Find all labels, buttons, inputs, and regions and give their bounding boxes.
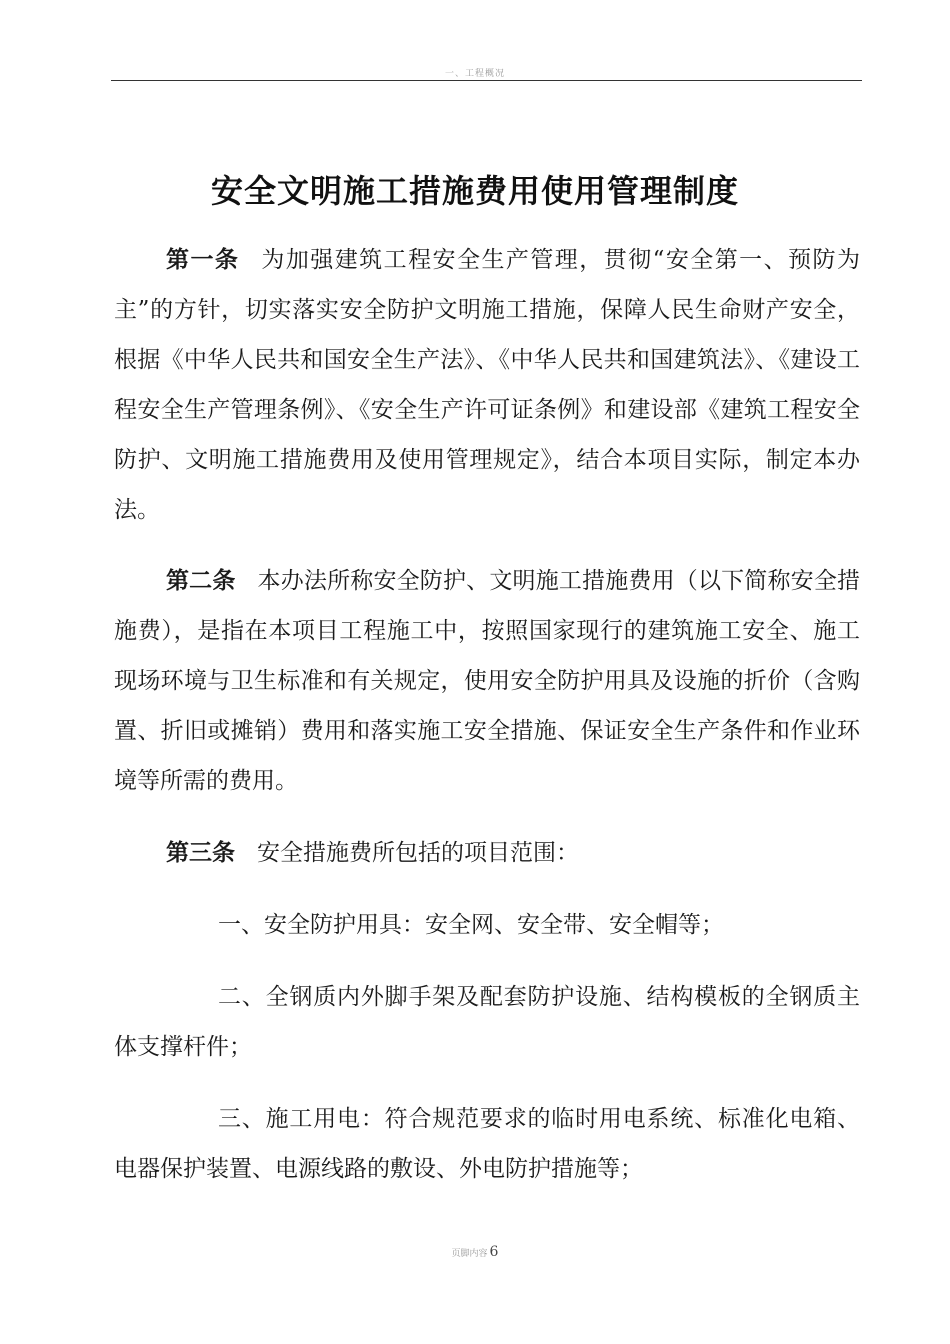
article-text: 安全措施费所包括的项目范围： — [257, 840, 579, 866]
list-item: 三、施工用电：符合规范要求的临时用电系统、标准化电箱、电器保护装置、电源线路的敷设、外电防护措施等； — [114, 1106, 860, 1182]
article-label: 第三条 — [166, 839, 235, 866]
article-label: 第二条 — [166, 567, 236, 594]
footer-label: 页脚内容 — [451, 1249, 488, 1259]
article-3 — [114, 828, 860, 878]
article-1 — [114, 235, 860, 535]
article-label: 第一条 — [166, 246, 240, 273]
list-item: 一、安全防护用具：安全网、安全带、安全帽等； — [218, 912, 724, 938]
list-item: 二、全钢质内外脚手架及配套防护设施、结构模板的全钢质主体支撑杆件； — [114, 984, 860, 1060]
page-header: 一、工程概况 — [444, 69, 505, 79]
page-number: 6 — [489, 1244, 499, 1260]
article-2 — [114, 556, 860, 806]
header-rule — [111, 80, 862, 81]
page-footer — [0, 1244, 950, 1260]
document-title: 安全文明施工措施费用使用管理制度 — [210, 172, 739, 210]
article-text: 为加强建筑工程安全生产管理，贯彻“安全第一、预防为主”的方针，切实落实安全防护文明施工措施，保障人民生命财产安全，根据《中华人民共和国安全生产法》、《中华人民共和国建筑法》、《建设工程安全生产管理条例》、《安全生产许可证条例》和建设部《建筑工程安全防护、文明施工措施费用及使用管理规定》，结合本项目实际，制定本办法。 — [114, 247, 860, 523]
article-text: 本办法所称安全防护、文明施工措施费用（以下简称安全措施费），是指在本项目工程施工中，按照国家现行的建筑施工安全、施工现场环境与卫生标准和有关规定，使用安全防护用具及设施的折价（含购置、折旧或摊销）费用和落实施工安全措施、保证安全生产条件和作业环境等所需的费用。 — [114, 568, 861, 794]
